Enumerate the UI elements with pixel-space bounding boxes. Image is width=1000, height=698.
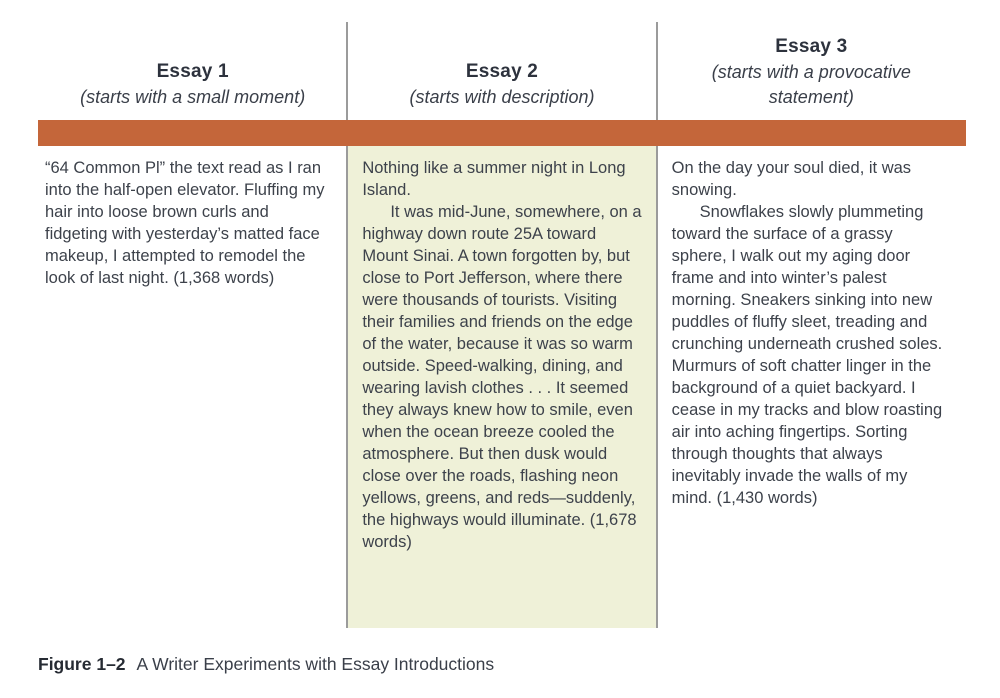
column-divider-1 <box>346 22 348 628</box>
essay-1-title: Essay 1 <box>156 61 229 82</box>
orange-divider-bar <box>38 120 966 146</box>
essay-3-header <box>657 0 966 120</box>
essay-1-header <box>38 0 347 120</box>
essay-3-excerpt <box>657 146 966 628</box>
figure-caption-label: Figure 1–2 <box>38 654 126 674</box>
column-divider-2 <box>656 22 658 628</box>
essay-3-paragraph-1: On the day your soul died, it was snowing. <box>671 159 912 199</box>
figure-caption <box>38 654 1000 675</box>
essay-2-paragraph-1: Nothing like a summer night in Long Island. <box>362 159 626 199</box>
essay-2-paragraph-2: It was mid-June, somewhere, on a highway down route 25A toward Mount Sinai. A town forgotten by, but close to Port Jefferson, where there were thousands of tourists. Visiting their families and friends on the edge of the water, because it was so warm outside. Speed-walking, dining, and wearing lavish clothes . . . It seemed they always knew how to smile, even when the ocean breeze cooled the atmosphere. But then dusk would close over the roads, flashing neon yellows, greens, and reds—suddenly, the highways would illuminate. (1,678 words) <box>362 203 642 551</box>
essay-3-title: Essay 3 <box>775 36 848 57</box>
essay-3-paragraph-2: Snowflakes slowly plummeting toward the surface of a grassy sphere, I walk out my aging door frame and into winter’s palest morning. Sneakers sinking into new puddles of fluffy sleet, treading and crunching underneath crushed soles. Murmurs of soft chatter linger in the background of a quiet backyard. I cease in my tracks and blow roasting air into aching fingertips. Sorting through thoughts that always inevitably invade the walls of my mind. (1,430 words) <box>671 203 943 507</box>
essay-1-subtitle: (starts with a small moment) <box>80 87 306 107</box>
table-header-row <box>38 0 966 120</box>
essay-3-subtitle: (starts with a provocative statement) <box>711 62 911 107</box>
essay-2-subtitle: (starts with description) <box>409 87 595 107</box>
figure-caption-text: A Writer Experiments with Essay Introductions <box>136 654 495 674</box>
essay-2-title: Essay 2 <box>465 61 539 82</box>
table-body-row <box>38 146 966 628</box>
essay-1-paragraph: “64 Common Pl” the text read as I ran into the half-open elevator. Fluffing my hair into loose brown curls and fidgeting with yesterday’s matted face makeup, I attempted to remodel the look of last night. (1,368 words) <box>45 159 325 287</box>
essay-comparison-table <box>38 0 966 628</box>
essay-2-excerpt <box>347 146 656 628</box>
essay-2-header <box>347 0 656 120</box>
essay-1-excerpt <box>38 146 347 628</box>
